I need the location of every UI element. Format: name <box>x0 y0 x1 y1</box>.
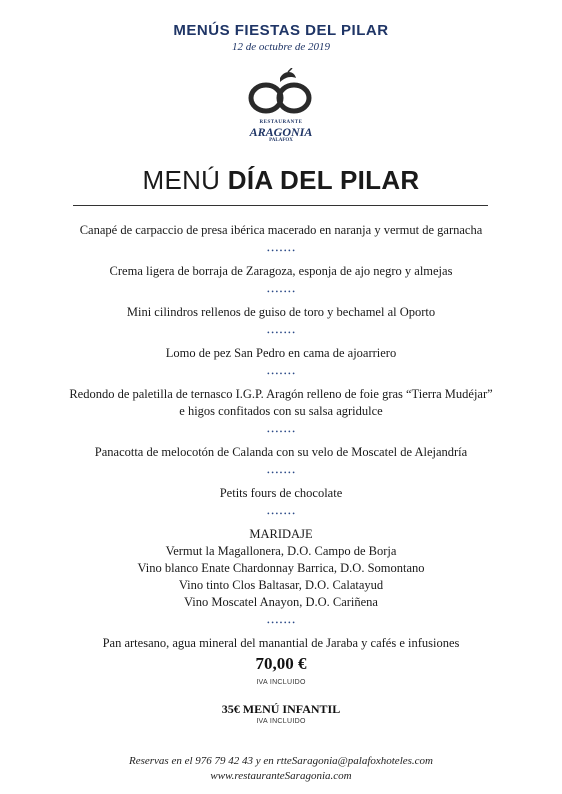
website-link[interactable]: www.restauranteSaragonia.com <box>210 770 352 782</box>
dish-2: Crema ligera de borraja de Zaragoza, esponja de ajo negro y almejas <box>109 264 453 278</box>
separator-dots: • • • • • • • <box>267 428 295 436</box>
separator-dots: • • • • • • • <box>267 329 295 337</box>
adult-price: 70,00 € <box>255 654 307 673</box>
separator-dots: • • • • • • • <box>267 370 295 378</box>
separator-dots: • • • • • • • <box>267 288 295 296</box>
pairing-title: MARIDAJE <box>249 527 313 541</box>
menu-title <box>0 165 562 196</box>
contact-info <box>0 754 562 784</box>
dish-5-line-1: Redondo de paletilla de ternasco I.G.P. Aragón relleno de foie gras “Tierra Mudéjar” <box>69 387 493 401</box>
logo-line-palafox: PALAFOX <box>269 138 293 143</box>
dish-7: Petits fours de chocolate <box>219 486 343 500</box>
dish-4: Lomo de pez San Pedro en cama de ajoarriero <box>165 346 397 360</box>
restaurant-logo <box>236 68 326 144</box>
reservation-line: Reservas en el 976 79 42 43 y en rtteSaragonia@palafoxhoteles.com <box>128 755 433 767</box>
child-price-note: IVA INCLUIDO <box>256 718 306 725</box>
title-divider <box>73 205 488 206</box>
extras-line: Pan artesano, agua mineral del manantial de Jaraba y cafés e infusiones <box>102 636 460 650</box>
wine-2: Vino blanco Enate Chardonnay Barrica, D.O. Somontano <box>137 561 425 575</box>
adult-price-note: IVA INCLUIDO <box>256 679 306 686</box>
dish-1: Canapé de carpaccio de presa ibérica macerado en naranja y vermut de garnacha <box>79 223 483 237</box>
menu-title-light: MENÚ <box>142 165 221 195</box>
aragonia-logo-icon <box>244 68 318 118</box>
separator-dots: • • • • • • • <box>267 469 295 477</box>
separator-dots: • • • • • • • <box>267 510 295 518</box>
separator-dots: • • • • • • • <box>267 619 295 627</box>
header-title: MENÚS FIESTAS DEL PILAR <box>173 22 389 39</box>
wine-4: Vino Moscatel Anayon, D.O. Cariñena <box>183 595 378 609</box>
wine-1: Vermut la Magallonera, D.O. Campo de Borja <box>165 544 397 558</box>
logo-line-aragonia: ARAGONIA <box>249 125 313 139</box>
menu-body <box>0 222 562 652</box>
child-price: 35€ MENÚ INFANTIL <box>221 702 341 716</box>
dish-3: Mini cilindros rellenos de guiso de toro y bechamel al Oporto <box>126 305 436 319</box>
header-date: 12 de octubre de 2019 <box>232 41 330 53</box>
wine-3: Vino tinto Clos Baltasar, D.O. Calatayud <box>178 578 384 592</box>
menu-title-bold: DÍA DEL PILAR <box>227 165 420 195</box>
separator-dots: • • • • • • • <box>267 247 295 255</box>
logo-line-restaurante: RESTAURANTE <box>259 120 303 125</box>
dish-6: Panacotta de melocotón de Calanda con su velo de Moscatel de Alejandría <box>94 445 468 459</box>
dish-5-line-2: e higos confitados con su salsa agridulce <box>179 404 383 418</box>
